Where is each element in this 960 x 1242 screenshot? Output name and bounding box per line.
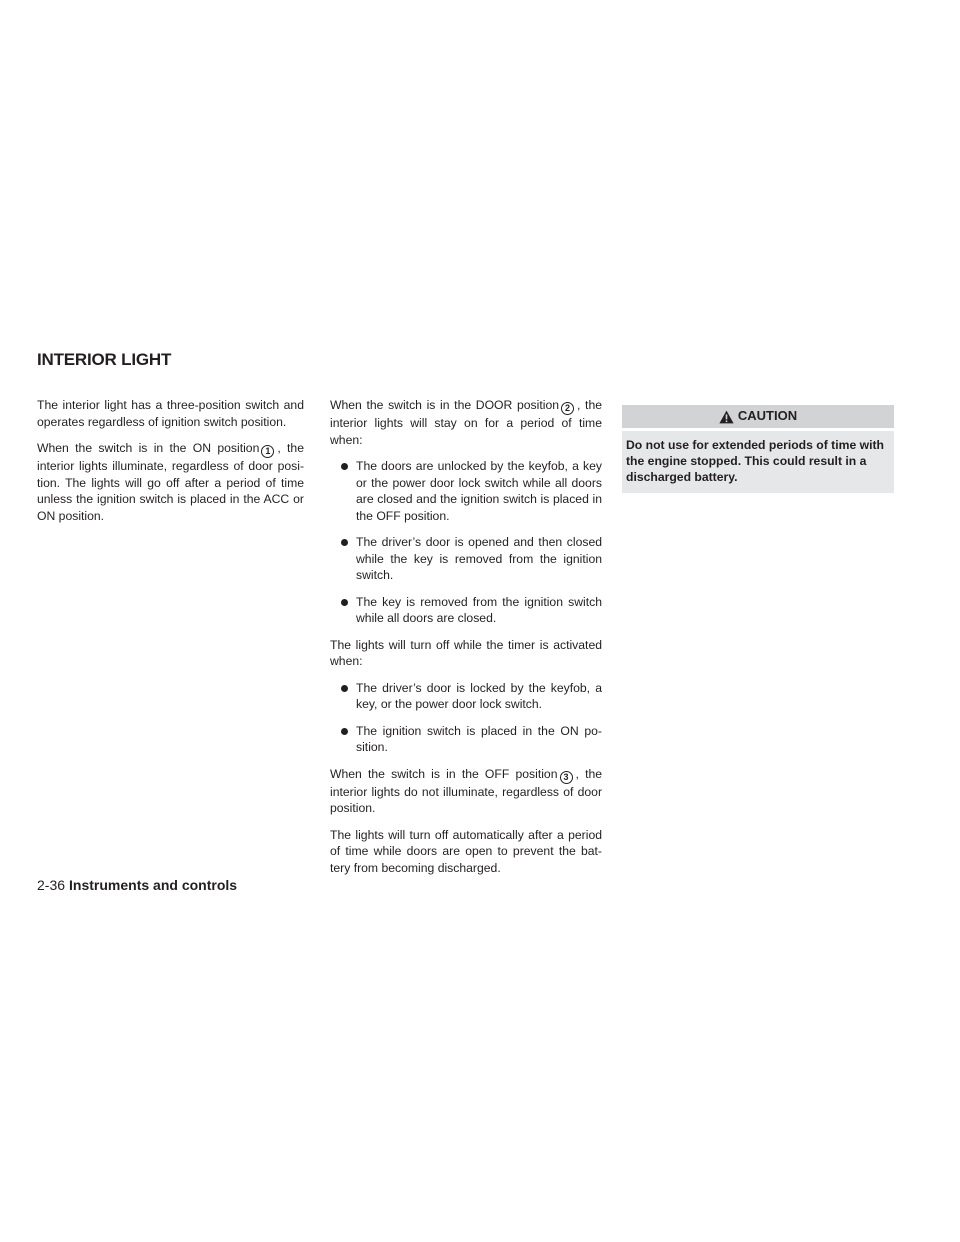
off-position-text-rest: , the interior lights do not illuminate, regardless of door position. xyxy=(330,766,603,815)
list-item xyxy=(330,534,602,584)
callout-1-icon: 1 xyxy=(261,445,274,458)
caution-text: Do not use for extended periods of time with the engine stopped. This could result in a discharged battery. xyxy=(622,431,894,493)
on-position-text-rest: , the interior lights illuminate, regardless of door posi- tion. The lights will go off after a period of time unless the ignition switch is placed in the ACC or ON position. xyxy=(37,441,304,523)
auto-off-paragraph: The lights will turn off automatically after a period of time while doors are open to prevent the bat- tery from becoming discharged. xyxy=(330,827,602,875)
list-item-text: The driver’s door is locked by the keyfob, a key, or the power door lock switch. xyxy=(356,680,602,711)
intro-paragraph: The interior light has a three-position switch and operates regardless of ignition switch position. xyxy=(37,398,304,429)
list-item-text: The driver’s door is opened and then closed while the key is removed from the ignition switch. xyxy=(356,535,602,582)
page-footer xyxy=(37,877,237,893)
column-middle xyxy=(330,397,602,886)
off-position-paragraph xyxy=(330,766,602,817)
callout-3-icon: 3 xyxy=(560,771,573,784)
door-conditions-list xyxy=(330,458,602,627)
on-position-text: When the switch is in the ON position xyxy=(37,441,260,455)
list-item xyxy=(330,458,602,524)
timer-off-paragraph: The lights will turn off while the timer is activated when: xyxy=(330,637,602,668)
caution-header xyxy=(622,405,894,428)
bullet-icon xyxy=(341,599,348,606)
caution-heading: CAUTION xyxy=(737,408,798,424)
bullet-icon xyxy=(341,463,348,470)
page-number: 2-36 xyxy=(37,877,66,893)
timer-off-conditions-list xyxy=(330,680,602,756)
off-position-text: When the switch is in the OFF position xyxy=(330,766,558,781)
warning-triangle-icon xyxy=(719,410,734,424)
chapter-title: Instruments and controls xyxy=(69,877,238,893)
list-item-text: The doors are unlocked by the keyfob, a key or the power door lock switch while all doors are closed and the ignition switch is placed in the OFF position. xyxy=(356,459,602,523)
callout-2-icon: 2 xyxy=(561,402,574,415)
on-position-paragraph xyxy=(37,440,304,524)
door-position-text: When the switch is in the DOOR position xyxy=(330,398,560,412)
bullet-icon xyxy=(341,685,348,692)
door-position-paragraph xyxy=(330,397,602,448)
list-item xyxy=(330,594,602,627)
list-item-text: The key is removed from the ignition switch while all doors are closed. xyxy=(356,594,602,625)
caution-box xyxy=(622,405,894,493)
bullet-icon xyxy=(341,539,348,546)
section-title: INTERIOR LIGHT xyxy=(37,350,172,369)
column-left xyxy=(37,397,304,534)
list-item xyxy=(330,680,602,713)
bullet-icon xyxy=(341,728,348,735)
list-item-text: The ignition switch is placed in the ON po- sition. xyxy=(356,723,602,754)
list-item xyxy=(330,723,602,756)
door-position-text-rest: , the interior lights will stay on for a period of time when: xyxy=(330,398,602,447)
